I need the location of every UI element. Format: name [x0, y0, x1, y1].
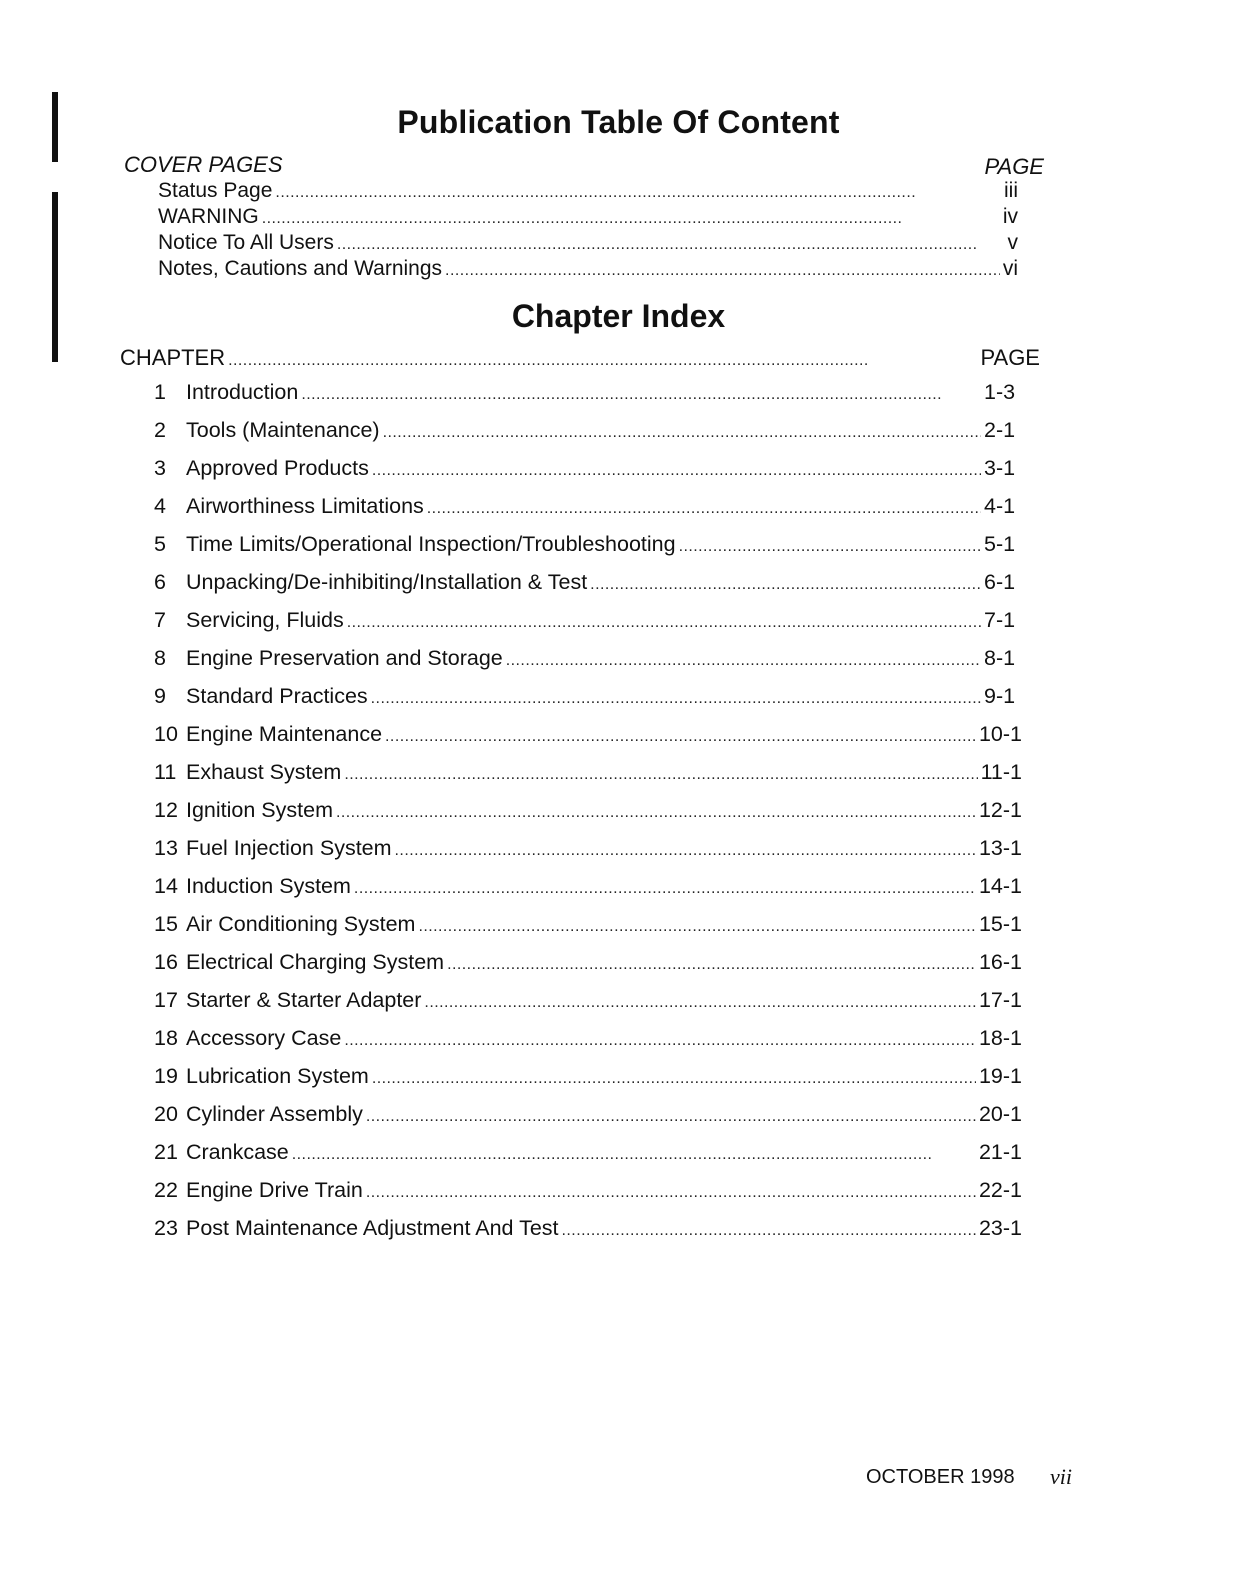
entry-page: vi — [1002, 257, 1018, 280]
chapter-title: Engine Preservation and Storage — [186, 646, 503, 670]
chapter-entry[interactable] — [150, 722, 1022, 760]
chapter-entry[interactable] — [150, 912, 1022, 950]
cover-pages-heading — [124, 152, 1044, 178]
chapter-title: Crankcase — [186, 1140, 289, 1164]
chapter-title: Starter & Starter Adapter — [186, 988, 422, 1012]
chapter-title: Cylinder Assembly — [186, 1102, 363, 1126]
chapter-page: 2-1 — [984, 418, 1016, 442]
chapter-page: 13-1 — [978, 836, 1022, 860]
chapter-entry[interactable] — [150, 1064, 1022, 1102]
chapter-title: Airworthiness Limitations — [186, 494, 424, 518]
chapter-title: Tools (Maintenance) — [186, 418, 380, 442]
chapter-number: 4 — [154, 494, 166, 518]
entry-page: iii — [1004, 179, 1018, 202]
entry-page: iv — [1002, 205, 1018, 228]
chapter-entry[interactable] — [150, 1216, 1022, 1254]
cover-page-column-label: PAGE — [984, 154, 1044, 179]
chapter-title: Exhaust System — [186, 760, 342, 784]
chapter-page: 5-1 — [984, 532, 1016, 556]
chapter-page: 23-1 — [978, 1216, 1022, 1240]
chapter-title: Time Limits/Operational Inspection/Troubleshooting — [186, 532, 676, 556]
chapter-entry[interactable] — [150, 760, 1022, 798]
chapter-entry[interactable] — [150, 1026, 1022, 1064]
revision-bar — [52, 192, 58, 362]
chapter-page: 8-1 — [984, 646, 1016, 670]
chapter-number: 1 — [154, 380, 166, 404]
chapter-page: 14-1 — [978, 874, 1022, 898]
dot-leader — [275, 184, 1001, 202]
chapter-page: 17-1 — [978, 988, 1022, 1012]
chapter-title: Electrical Charging System — [186, 950, 445, 974]
dot-leader — [292, 1146, 976, 1164]
chapter-entry[interactable] — [150, 836, 1022, 874]
entry-label: Notice To All Users — [158, 231, 334, 254]
chapter-title: Servicing, Fluids — [186, 608, 344, 632]
chapter-page-column-label: PAGE — [980, 345, 1040, 370]
chapter-entry[interactable] — [150, 950, 1022, 988]
chapter-entry[interactable] — [150, 456, 1022, 494]
chapter-entry[interactable] — [150, 380, 1022, 418]
chapter-number: 3 — [154, 456, 166, 480]
chapter-page: 11-1 — [980, 760, 1022, 784]
dot-leader — [366, 1184, 976, 1202]
entry-label: WARNING — [158, 205, 259, 228]
chapter-number: 10 — [154, 722, 178, 746]
dot-leader — [445, 262, 1000, 280]
dot-leader — [337, 236, 1005, 254]
dot-leader — [366, 1108, 976, 1126]
dot-leader — [344, 1032, 976, 1050]
cover-pages-list — [158, 179, 1018, 283]
chapter-title: Induction System — [186, 874, 351, 898]
chapter-entry[interactable] — [150, 608, 1022, 646]
chapter-number: 8 — [154, 646, 166, 670]
chapter-entry[interactable] — [150, 1178, 1022, 1216]
chapter-index-title: Chapter Index — [511, 298, 726, 334]
dot-leader — [506, 652, 981, 670]
dot-leader — [427, 500, 981, 518]
toc-entry[interactable] — [158, 257, 1018, 283]
chapter-number: 9 — [154, 684, 166, 708]
chapter-number: 23 — [154, 1216, 178, 1240]
chapter-title: Engine Maintenance — [186, 722, 383, 746]
entry-label: Notes, Cautions and Warnings — [158, 257, 443, 280]
chapter-column-label: CHAPTER — [120, 345, 226, 370]
chapter-number: 22 — [154, 1178, 178, 1202]
chapter-page: 9-1 — [984, 684, 1016, 708]
dot-leader — [372, 1070, 976, 1088]
chapter-entry[interactable] — [150, 874, 1022, 912]
chapter-entry[interactable] — [150, 494, 1022, 532]
chapter-title: Air Conditioning System — [186, 912, 416, 936]
chapter-page: 18-1 — [978, 1026, 1022, 1050]
chapter-number: 5 — [154, 532, 166, 556]
dot-leader — [418, 918, 976, 936]
chapter-entry[interactable] — [150, 1140, 1022, 1178]
chapter-page: 6-1 — [984, 570, 1016, 594]
chapter-number: 2 — [154, 418, 166, 442]
footer-date: OCTOBER 1998 — [866, 1466, 1015, 1488]
chapter-list — [150, 380, 1022, 1254]
chapter-number: 13 — [154, 836, 178, 860]
chapter-page: 7-1 — [984, 608, 1016, 632]
chapter-title: Lubrication System — [186, 1064, 369, 1088]
dot-leader — [371, 690, 981, 708]
dot-leader — [228, 352, 977, 370]
dot-leader — [562, 1222, 976, 1240]
dot-leader — [447, 956, 976, 974]
chapter-title: Fuel Injection System — [186, 836, 392, 860]
chapter-entry[interactable] — [150, 1102, 1022, 1140]
chapter-page: 20-1 — [978, 1102, 1022, 1126]
chapter-number: 11 — [154, 760, 177, 784]
dot-leader — [590, 576, 981, 594]
chapter-title: Standard Practices — [186, 684, 368, 708]
chapter-number: 17 — [154, 988, 178, 1012]
entry-label: Status Page — [158, 179, 273, 202]
dot-leader — [336, 804, 976, 822]
dot-leader — [383, 424, 981, 442]
chapter-page: 21-1 — [978, 1140, 1022, 1164]
dot-leader — [372, 462, 981, 480]
chapter-entry[interactable] — [150, 418, 1022, 456]
dot-leader — [679, 538, 981, 556]
dot-leader — [347, 614, 981, 632]
chapter-number: 14 — [154, 874, 178, 898]
chapter-number: 18 — [154, 1026, 178, 1050]
dot-leader — [424, 994, 976, 1012]
chapter-number: 12 — [154, 798, 178, 822]
dot-leader — [344, 766, 977, 784]
chapter-title: Approved Products — [186, 456, 369, 480]
chapter-entry[interactable] — [150, 570, 1022, 608]
toc-entry[interactable] — [158, 231, 1018, 257]
page-title: Publication Table Of Content — [397, 104, 840, 140]
entry-page: v — [1007, 231, 1018, 254]
chapter-number: 7 — [154, 608, 166, 632]
chapter-page: 1-3 — [984, 380, 1016, 404]
chapter-entry[interactable] — [150, 798, 1022, 836]
chapter-number: 19 — [154, 1064, 178, 1088]
dot-leader — [395, 842, 976, 860]
dot-leader — [262, 210, 1000, 228]
chapter-entry[interactable] — [150, 684, 1022, 722]
chapter-page: 4-1 — [984, 494, 1016, 518]
chapter-title: Unpacking/De-inhibiting/Installation & Test — [186, 570, 588, 594]
chapter-page: 3-1 — [984, 456, 1016, 480]
chapter-number: 20 — [154, 1102, 178, 1126]
chapter-page: 19-1 — [978, 1064, 1022, 1088]
chapter-number: 21 — [154, 1140, 178, 1164]
chapter-title: Accessory Case — [186, 1026, 342, 1050]
chapter-page: 22-1 — [978, 1178, 1022, 1202]
chapter-title: Introduction — [186, 380, 299, 404]
chapter-page: 15-1 — [978, 912, 1022, 936]
dot-leader — [301, 386, 981, 404]
footer-page-number: vii — [1050, 1464, 1072, 1489]
chapter-page: 12-1 — [978, 798, 1022, 822]
chapter-number: 15 — [154, 912, 178, 936]
dot-leader — [354, 880, 976, 898]
chapter-number: 16 — [154, 950, 178, 974]
chapter-title: Engine Drive Train — [186, 1178, 363, 1202]
dot-leader — [385, 728, 976, 746]
chapter-title: Post Maintenance Adjustment And Test — [186, 1216, 559, 1240]
chapter-heading-row — [120, 345, 1040, 371]
toc-entry[interactable] — [158, 205, 1018, 231]
chapter-entry[interactable] — [150, 988, 1022, 1026]
chapter-number: 6 — [154, 570, 166, 594]
chapter-entry[interactable] — [150, 646, 1022, 684]
chapter-title: Ignition System — [186, 798, 333, 822]
chapter-page: 10-1 — [978, 722, 1022, 746]
toc-entry[interactable] — [158, 179, 1018, 205]
chapter-entry[interactable] — [150, 532, 1022, 570]
chapter-page: 16-1 — [978, 950, 1022, 974]
cover-pages-label: COVER PAGES — [124, 152, 283, 177]
